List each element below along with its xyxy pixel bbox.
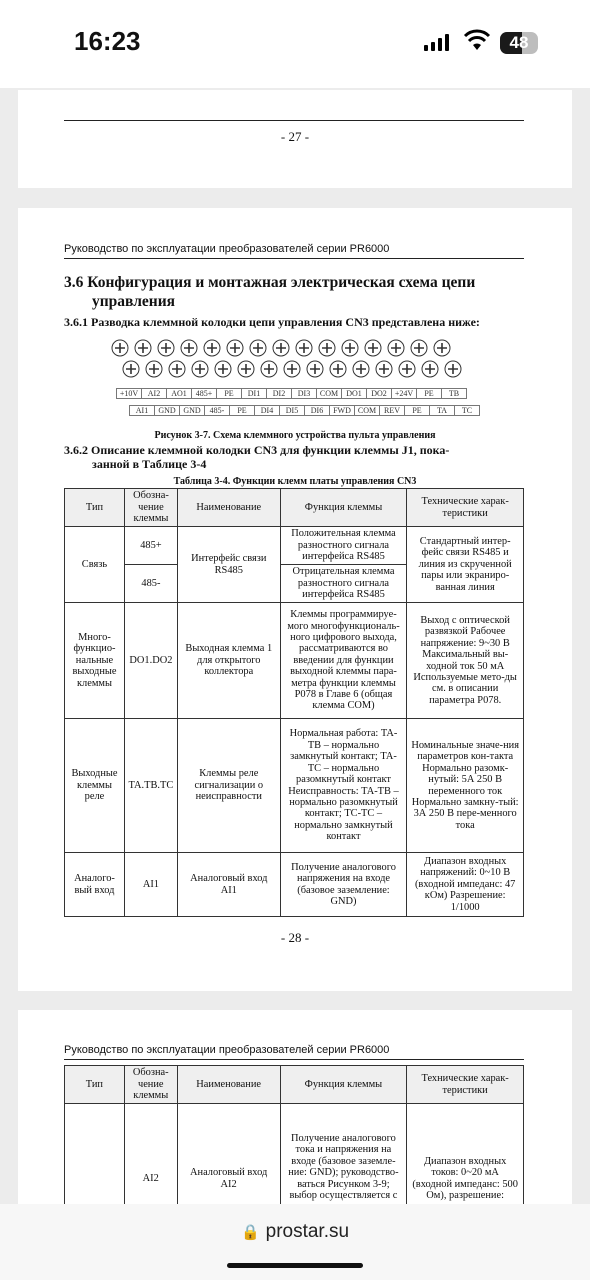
terminal-label: COM [354, 405, 380, 416]
url-text: prostar.su [265, 1221, 350, 1242]
terminal-label: TC [454, 405, 480, 416]
header-rule [64, 1059, 524, 1060]
terminal-functions-table [64, 488, 524, 917]
terminal-label: TB [441, 388, 467, 399]
table-caption: Таблица 3-4. Функции клемм платы управления CN3 [173, 476, 417, 487]
col-type: Тип [65, 489, 125, 527]
subsection-3-6-1: 3.6.1 Разводка клеммной колодки цепи управления CN3 представлена ниже: [64, 315, 480, 329]
terminal-label: PE [404, 405, 430, 416]
col-name: Наименование [177, 489, 280, 527]
table-row: AI2 Аналоговый вход AI2 Получение аналогового тока и напряжения на входе (базовое заземле-ние: GND); руководство-ваться Рисунком 3-9; выбор осуществляется с Диапазон входных токов: 0~20 мА (входной импеданс: 500 Ом), разрешение: [65, 1104, 524, 1254]
col-function: Функция клеммы [280, 489, 407, 527]
browser-address-bar[interactable] [0, 1204, 590, 1280]
terminal-label: AI1 [129, 405, 155, 416]
cellular-signal-icon [424, 34, 449, 51]
figure-caption: Рисунок 3-7. Схема клеммного устройства пульта управления [154, 430, 436, 441]
terminal-label: DO1 [341, 388, 367, 399]
terminal-label: PE [416, 388, 442, 399]
table-row: Связь 485+ Интерфейс связи RS485 Положительная клемма разностного сигнала интерфейса RS485 Стандартный интер-фейс связи RS485 и линия из скрученной пары или экраниро-ванная линия [65, 527, 524, 565]
terminal-label: REV [379, 405, 405, 416]
table-row: Много-функцио-нальные выходные клеммы DO1.DO2 Выходная клемма 1 для открытого коллектора Клеммы программируе-мого многофункциональ-ного цифрового выхода, рассматриваются во введении для функции выходной клеммы пара-метра функции клеммы P078 в Главе 6 (общая клемма COM) Выход с оптической развязкой Рабочее напряжение: 9~30 В Максимальный вы-ходной ток 50 мА Используемые мето-ды см. в описании параметра P078. [65, 603, 524, 719]
terminal-label: COM [316, 388, 342, 399]
status-bar [0, 0, 590, 88]
section-heading: 3.6 Конфигурация и монтажная электрическая схема цепи управления [64, 274, 476, 310]
terminal-label: +10V [116, 388, 142, 399]
page-number: - 28 - [280, 930, 310, 945]
terminal-label: DI4 [254, 405, 280, 416]
status-time: 16:23 [74, 26, 141, 56]
terminal-label: DI6 [304, 405, 330, 416]
terminal-label: 485- [204, 405, 230, 416]
battery-level: 48 [509, 33, 529, 52]
table-header-row [65, 489, 524, 527]
terminal-label: AO1 [166, 388, 192, 399]
terminal-label: DI2 [266, 388, 292, 399]
battery-icon [500, 32, 538, 54]
page-28 [18, 208, 572, 991]
terminal-label: PE [216, 388, 242, 399]
terminal-block-diagram [114, 338, 474, 384]
col-specs: Технические харак-теристики [407, 489, 524, 527]
page-header: Руководство по эксплуатации преобразователей серии PR6000 [64, 243, 390, 255]
wifi-icon [464, 30, 490, 52]
address-display[interactable] [0, 1221, 590, 1243]
header-rule [64, 258, 524, 259]
lock-icon: 🔒 [240, 1224, 260, 1241]
terminal-label: +24V [391, 388, 417, 399]
page-rule [64, 120, 524, 121]
table-row: Аналого-вый вход AI1 Аналоговый вход AI1 Получение аналогового напряжения на входе (базовое заземление: GND) Диапазон входных напряжений: 0~10 В (входной импеданс: 47 кОм) Разрешение: 1/1000 [65, 853, 524, 917]
subsection-3-6-2: 3.6.2 Описание клеммной колодки CN3 для функции клеммы J1, пока- занной в Таблице 3-4 [64, 443, 450, 471]
terminal-label: GND [154, 405, 180, 416]
terminal-label: DI5 [279, 405, 305, 416]
terminal-label: AI2 [141, 388, 167, 399]
page-number: - 27 - [280, 129, 310, 144]
page-header: Руководство по эксплуатации преобразователей серии PR6000 [64, 1044, 390, 1056]
terminal-label: DI3 [291, 388, 317, 399]
table-row: 485- Отрицательная клемма разностного сигнала интерфейса RS485 [65, 565, 524, 603]
page-27 [18, 90, 572, 188]
terminal-label: DO2 [366, 388, 392, 399]
home-indicator[interactable] [227, 1263, 363, 1268]
page-29 [18, 1010, 572, 1204]
terminal-label: FWD [329, 405, 355, 416]
table-header-row: Тип Обозна-чение клеммы Наименование Функция клеммы Технические харак-теристики [65, 1066, 524, 1104]
terminal-label: 485+ [191, 388, 217, 399]
terminal-label: GND [179, 405, 205, 416]
terminal-label: PE [229, 405, 255, 416]
table-row: Выходные клеммы реле TA.TB.TC Клеммы реле сигнализации о неисправности Нормальная работа: TA-TB – нормально замкнутый контакт; TA-TC – нормально разомкнутый контакт Неисправность: TA-TB – нормально разомкнутый контакт; TC-TC – нормально замкнутый контакт Номинальные значе-ния параметров кон-такта Нормально разомк-нутый: 5А 250 В переменного ток Нормально замкну-тый: 3А 250 В пере-менного тока [65, 719, 524, 853]
col-terminal: Обозна-чение клеммы [124, 489, 177, 527]
terminal-label: TA [429, 405, 455, 416]
terminal-label: DI1 [241, 388, 267, 399]
